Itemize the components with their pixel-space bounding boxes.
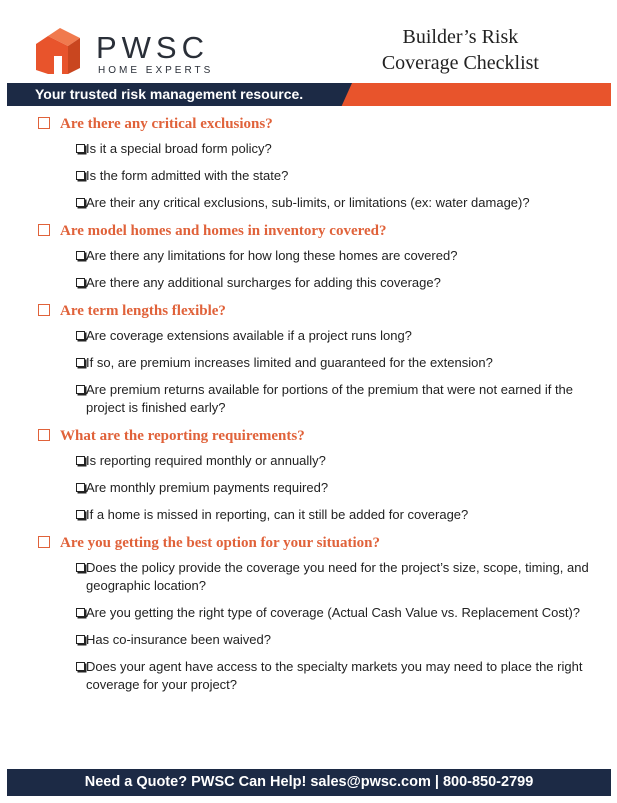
checkbox-icon[interactable] bbox=[76, 144, 85, 153]
checkbox-icon[interactable] bbox=[76, 662, 85, 671]
checklist-item: If a home is missed in reporting, can it still be added for coverage? bbox=[38, 506, 598, 524]
checklist-section bbox=[38, 533, 598, 694]
checklist-item: Has co-insurance been waived? bbox=[38, 631, 598, 649]
tagline-text: Your trusted risk management resource. bbox=[35, 86, 304, 102]
checklist-item: Are you getting the right type of coverage (Actual Cash Value vs. Replacement Cost)? bbox=[38, 604, 598, 622]
checkbox-icon[interactable] bbox=[38, 117, 50, 129]
checklist-item: Are monthly premium payments required? bbox=[38, 479, 598, 497]
logo-subtitle: HOME EXPERTS bbox=[98, 65, 214, 76]
checklist-item: If so, are premium increases limited and guaranteed for the extension? bbox=[38, 354, 598, 372]
footer-contact-text: Need a Quote? PWSC Can Help! sales@pwsc.com | 800-850-2799 bbox=[84, 774, 534, 790]
checkbox-icon[interactable] bbox=[76, 510, 85, 519]
footer-banner bbox=[7, 769, 611, 796]
checkbox-icon[interactable] bbox=[76, 608, 85, 617]
checkbox-icon[interactable] bbox=[38, 224, 50, 236]
checklist bbox=[38, 114, 598, 703]
house-logo-icon bbox=[34, 28, 86, 76]
checkbox-icon[interactable] bbox=[76, 331, 85, 340]
checkbox-icon[interactable] bbox=[76, 385, 85, 394]
section-question: What are the reporting requirements? bbox=[38, 426, 598, 446]
checkbox-icon[interactable] bbox=[76, 456, 85, 465]
checkbox-icon[interactable] bbox=[76, 358, 85, 367]
checkbox-icon[interactable] bbox=[76, 171, 85, 180]
section-question: Are there any critical exclusions? bbox=[38, 114, 598, 134]
section-question: Are term lengths flexible? bbox=[38, 301, 598, 321]
document-title bbox=[382, 24, 539, 76]
checklist-item: Is reporting required monthly or annually? bbox=[38, 452, 598, 470]
checkbox-icon[interactable] bbox=[76, 278, 85, 287]
checklist-item: Is the form admitted with the state? bbox=[38, 167, 598, 185]
checkbox-icon[interactable] bbox=[38, 429, 50, 441]
section-question: Are model homes and homes in inventory covered? bbox=[38, 221, 598, 241]
checklist-item: Are premium returns available for portions of the premium that were not earned if the project is finished early? bbox=[38, 381, 598, 417]
checklist-section bbox=[38, 114, 598, 212]
tagline-banner bbox=[7, 83, 611, 106]
checkbox-icon[interactable] bbox=[38, 536, 50, 548]
checklist-section bbox=[38, 221, 598, 292]
checklist-item: Are coverage extensions available if a project runs long? bbox=[38, 327, 598, 345]
title-line-2: Coverage Checklist bbox=[381, 52, 539, 74]
checkbox-icon[interactable] bbox=[76, 563, 85, 572]
checkbox-icon[interactable] bbox=[38, 304, 50, 316]
title-line-1: Builder’s Risk bbox=[402, 26, 519, 48]
checklist-section bbox=[38, 301, 598, 417]
checkbox-icon[interactable] bbox=[76, 251, 85, 260]
checklist-item: Are there any limitations for how long these homes are covered? bbox=[38, 247, 598, 265]
checklist-item: Does the policy provide the coverage you need for the project’s size, scope, timing, and geographic location? bbox=[38, 559, 598, 595]
section-question: Are you getting the best option for your situation? bbox=[38, 533, 598, 553]
company-logo bbox=[34, 28, 224, 78]
checklist-item: Does your agent have access to the specialty markets you may need to place the right coverage for your project? bbox=[38, 658, 598, 694]
checkbox-icon[interactable] bbox=[76, 198, 85, 207]
checkbox-icon[interactable] bbox=[76, 635, 85, 644]
checklist-item: Are there any additional surcharges for adding this coverage? bbox=[38, 274, 598, 292]
checklist-item: Is it a special broad form policy? bbox=[38, 140, 598, 158]
checklist-section bbox=[38, 426, 598, 524]
checklist-item: Are their any critical exclusions, sub-limits, or limitations (ex: water damage)? bbox=[38, 194, 598, 212]
checkbox-icon[interactable] bbox=[76, 483, 85, 492]
logo-name: PWSC bbox=[96, 30, 209, 65]
